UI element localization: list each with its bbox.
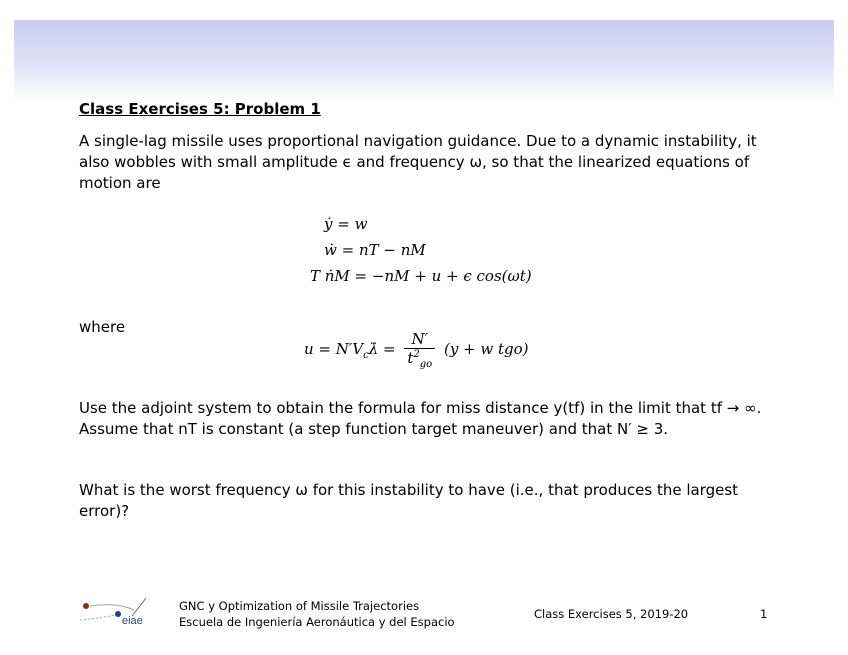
svg-text:eiae: eiae [122,615,143,627]
guidance-fraction: $\frac{N'}{t^2_{go}}$ [404,330,435,370]
page-number: 1 [760,607,768,621]
guidance-law-lhs: u = N′V [304,340,364,358]
guidance-law-rhs: (y + w tgo) [443,340,529,358]
intro-paragraph: A single-lag missile uses proportional navigation guidance. Due to a dynamic instability, it also wobbles with small amplitude ϵ and frequency ω, so that the linearized equations of motion are [79,132,757,192]
fraction-denominator: t [407,349,414,367]
footer-session: Class Exercises 5, 2019-20 [534,607,689,621]
question-2: What is the worst frequency ω for this instability to have (i.e., that produces the largest error)? [79,481,739,520]
where-label: where [79,318,126,336]
equation-3: T ṅM = −nM + u + ϵ cos(ωt) [310,267,532,285]
fraction-numerator: N′ [404,330,435,349]
slide [14,20,834,640]
footer-course: GNC y Optimization of Missile Trajectories [179,599,420,613]
footer-left [179,598,455,630]
header-band [14,20,834,102]
eiae-logo-icon [76,596,156,632]
equation-1: ẏ = w [324,215,368,233]
footer [14,590,834,640]
guidance-law-equation: $u = N'V_c\lambdȧ$ = $\frac{N'}{t^2_{go}}$ (y + w tgo) [304,330,529,370]
equation-2: ẇ = nT − nM [324,241,426,259]
slide-title: Class Exercises 5: Problem 1 [79,100,321,118]
question-1: Use the adjoint system to obtain the formula for miss distance y(tf) in the limit that tf → ∞. Assume that nT is constant (a step function target maneuver) and that N′ ≥ 3. [79,399,762,438]
footer-school: Escuela de Ingeniería Aeronáutica y del Espacio [179,615,455,629]
